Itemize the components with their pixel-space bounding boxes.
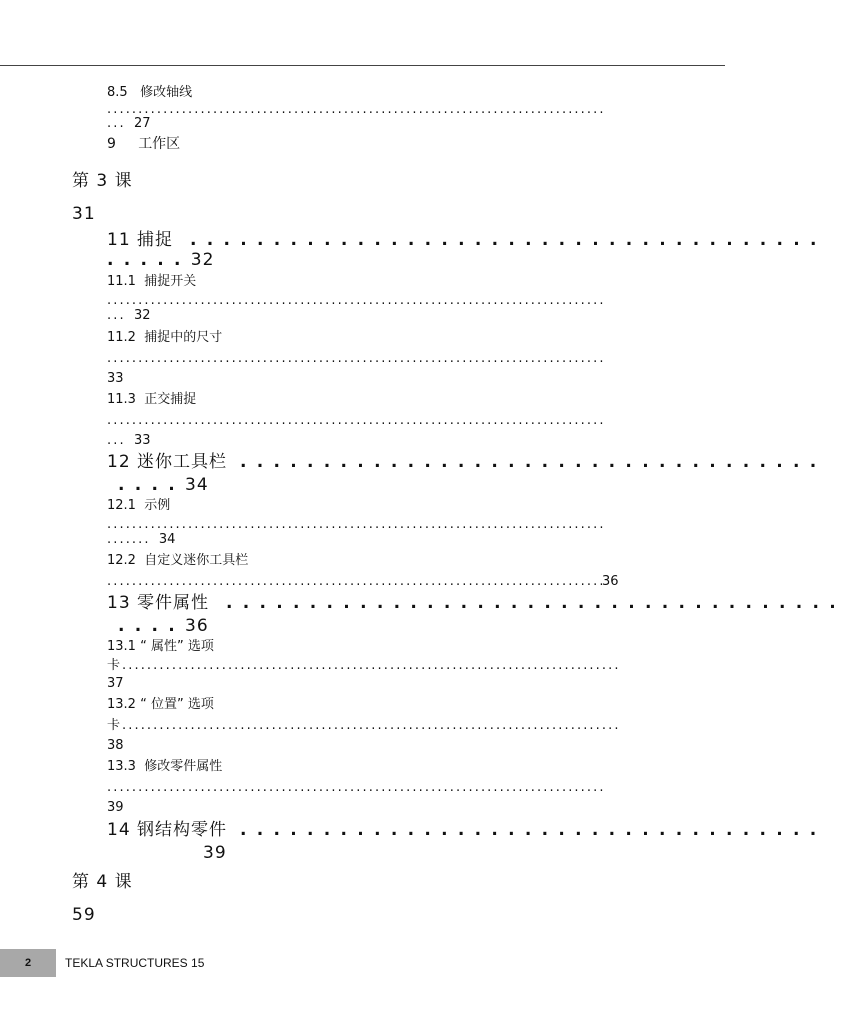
dot-leader: ................................................................................: [107, 102, 606, 117]
entry-number: 12: [107, 452, 131, 472]
entry-title: 迷你工具栏: [137, 452, 228, 472]
dot-leader: ......................................: [190, 230, 827, 250]
toc-entry-8-5[interactable]: [107, 86, 192, 99]
entry-title: 正交捕捉: [144, 392, 197, 407]
entry-title: “ 属性” 选项: [140, 639, 214, 654]
toc-entry-11-1[interactable]: [107, 275, 196, 288]
page-number: 38: [107, 738, 124, 753]
toc-entry-12-page: ....34: [118, 475, 209, 495]
entry-title: 捕捉中的尺寸: [144, 330, 223, 345]
dot-leader: ...................................: [240, 820, 827, 840]
dot-leader: ................................................................................: [107, 574, 606, 589]
entry-number: 11.2: [107, 330, 136, 345]
entry-title: “ 位置” 选项: [140, 697, 214, 712]
entry-title: 工作区: [138, 136, 181, 152]
entry-number: 13: [107, 593, 131, 613]
entry-title: 钢结构零件: [137, 820, 228, 840]
entry-number: 11: [107, 230, 131, 250]
page-number: 39: [203, 843, 227, 863]
entry-number: 13.3: [107, 759, 136, 774]
entry-number: 13.1: [107, 639, 136, 654]
toc-entry-11-3-page: ... 33: [107, 433, 151, 448]
entry-title-continued: 卡: [107, 658, 121, 673]
page-number: 27: [133, 116, 151, 131]
page-number: 32: [133, 308, 151, 323]
lesson-4-page: 59: [72, 905, 96, 925]
toc-entry-12[interactable]: [107, 454, 227, 471]
toc-entry-13-2[interactable]: [107, 698, 214, 711]
header-rule: [0, 65, 725, 66]
dot-leader: ................................................................................: [107, 351, 606, 366]
entry-title: 零件属性: [137, 593, 210, 613]
entry-number: 14: [107, 820, 131, 840]
entry-number: 11.3: [107, 392, 136, 407]
dot-leader: ...................................: [240, 452, 827, 472]
toc-entry-11-1-page: ... 32: [107, 308, 151, 323]
dot-leader: ................................................................................: [107, 780, 606, 795]
entry-title: 捕捉开关: [144, 274, 197, 289]
entry-number: 8.5: [107, 85, 128, 100]
page-number: 34: [158, 532, 176, 547]
toc-entry-14-page-clipped: [195, 843, 235, 863]
dot-leader: ................................................................................: [122, 658, 621, 673]
toc-entry-11-page: .....32: [107, 250, 215, 270]
page-number: 36: [185, 616, 209, 636]
toc-entry-13[interactable]: [107, 595, 209, 612]
page-number: 39: [107, 800, 124, 815]
dot-leader: ................................................................................: [107, 293, 606, 308]
lesson-4-heading[interactable]: 第 4 课: [72, 872, 133, 892]
toc-entry-13-page: ....36: [118, 616, 209, 636]
page-number: 33: [133, 433, 151, 448]
entry-title: 示例: [144, 498, 171, 513]
toc-entry-9-clipped[interactable]: [100, 135, 300, 152]
toc-entry-12-1-page: ....... 34: [107, 532, 176, 547]
entry-number: 12.1: [107, 498, 136, 513]
toc-entry-12-2[interactable]: [107, 554, 248, 567]
dot-leader: .....................................: [226, 593, 846, 613]
entry-title: 修改轴线: [140, 85, 193, 100]
footer-page-number: 2: [0, 949, 56, 977]
lesson-3-heading[interactable]: 第 3 课: [72, 171, 133, 191]
dot-leader: ................................................................................: [107, 413, 606, 428]
toc-entry-8-5-page: ... 27: [107, 116, 151, 131]
entry-title-continued: 卡: [107, 718, 121, 733]
page-number: 34: [185, 475, 209, 495]
toc-entry-11-2[interactable]: [107, 331, 222, 344]
page-number: 37: [107, 676, 124, 691]
toc-entry-11-3[interactable]: [107, 393, 196, 406]
entry-title: 修改零件属性: [144, 759, 223, 774]
page-number: 33: [107, 371, 124, 386]
toc-entry-14[interactable]: [107, 822, 227, 839]
dot-leader: ................................................................................: [122, 718, 621, 733]
entry-number: 12.2: [107, 553, 136, 568]
toc-entry-11[interactable]: [107, 232, 173, 249]
entry-number: 13.2: [107, 697, 136, 712]
dot-leader: ................................................................................: [107, 517, 606, 532]
footer-book-title: TEKLA STRUCTURES 15: [65, 956, 205, 970]
lesson-3-page: 31: [72, 204, 96, 224]
toc-entry-12-1[interactable]: [107, 499, 170, 512]
toc-entry-13-1[interactable]: [107, 640, 214, 653]
entry-title: 捕捉: [137, 230, 174, 250]
toc-entry-13-3[interactable]: [107, 760, 222, 773]
entry-number: 9: [107, 136, 116, 152]
entry-number: 11.1: [107, 274, 136, 289]
entry-title: 自定义迷你工具栏: [144, 553, 249, 568]
page-number: 36: [602, 574, 619, 589]
page-number: 32: [190, 250, 215, 270]
